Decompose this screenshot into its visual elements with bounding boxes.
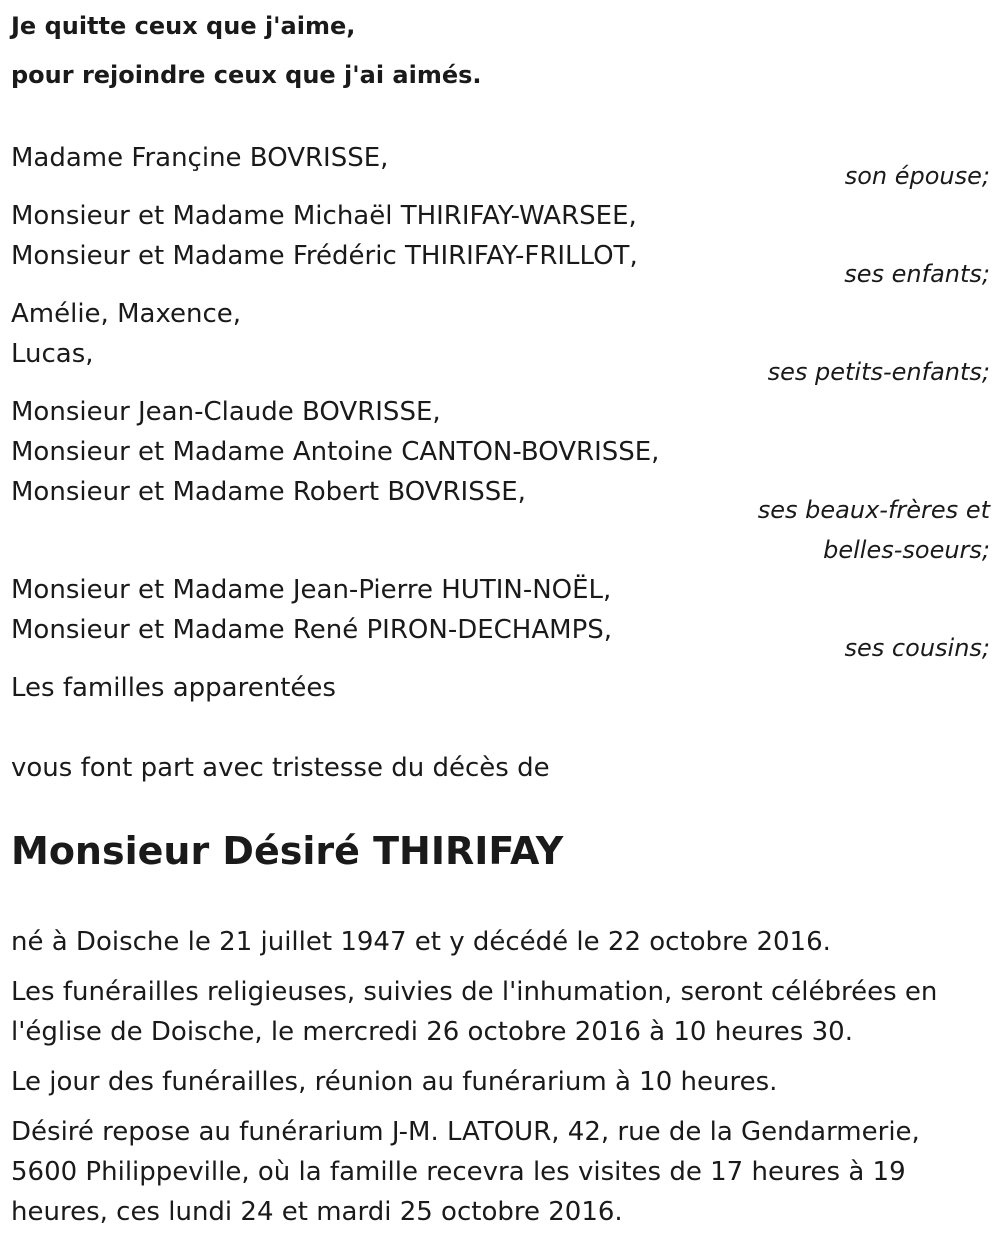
family-group-children	[11, 196, 990, 294]
family-name: Monsieur et Madame Robert BOVRISSE,	[11, 477, 526, 507]
family-name: Monsieur et Madame Antoine CANTON-BOVRISSE,	[11, 437, 660, 467]
family-group-grandchildren	[11, 294, 990, 392]
epigraph	[11, 2, 990, 100]
family-name: Monsieur et Madame Frédéric THIRIFAY-FRILLOT,	[11, 241, 638, 271]
family-name: Monsieur et Madame René PIRON-DECHAMPS,	[11, 615, 613, 645]
relation-label: ses cousins;	[844, 634, 990, 662]
relation-label: son épouse;	[844, 162, 990, 190]
funeral-details	[11, 922, 990, 1232]
epigraph-line-2: pour rejoindre ceux que j'ai aimés.	[11, 61, 482, 89]
related-families: Les familles apparentées	[11, 673, 336, 703]
family-name: Madame Françine BOVRISSE,	[11, 143, 389, 173]
relation-label: ses petits-enfants;	[767, 358, 990, 386]
family-name: Monsieur et Madame Jean-Pierre HUTIN-NOËL,	[11, 575, 612, 605]
family-name: Monsieur Jean-Claude BOVRISSE,	[11, 397, 441, 427]
birth-death-line: né à Doische le 21 juillet 1947 et y décédé le 22 octobre 2016.	[11, 927, 831, 957]
family-name: Amélie, Maxence,	[11, 299, 242, 329]
obituary-notice	[11, 0, 990, 1260]
announcement-intro: vous font part avec tristesse du décès de	[11, 753, 550, 783]
relation-label-continued: belles-soeurs;	[823, 536, 990, 564]
family-name: Lucas,	[11, 339, 94, 369]
family-group-spouse	[11, 138, 990, 196]
epigraph-line-1: Je quitte ceux que j'aime,	[11, 12, 356, 40]
relation-label: ses enfants;	[844, 260, 990, 288]
gathering-info: Le jour des funérailles, réunion au funérarium à 10 heures.	[11, 1067, 778, 1097]
family-group-in-laws	[11, 392, 990, 570]
relation-label: ses beaux-frères et	[757, 496, 990, 524]
family-group-cousins	[11, 570, 990, 668]
visitation-info: Désiré repose au funérarium J-M. LATOUR, 42, rue de la Gendarmerie, 5600 Philippeville, où la famille recevra les visites de 17 heures à 19 heures, ces lundi 24 et mardi 25 octobre 2016.	[11, 1117, 920, 1227]
ceremony-info: Les funérailles religieuses, suivies de l'inhumation, seront célébrées en l'église de Doische, le mercredi 26 octobre 2016 à 10 heures 30.	[11, 977, 938, 1047]
family-name: Monsieur et Madame Michaël THIRIFAY-WARSEE,	[11, 201, 637, 231]
deceased-name: Monsieur Désiré THIRIFAY	[11, 829, 564, 873]
family-list	[11, 138, 990, 708]
